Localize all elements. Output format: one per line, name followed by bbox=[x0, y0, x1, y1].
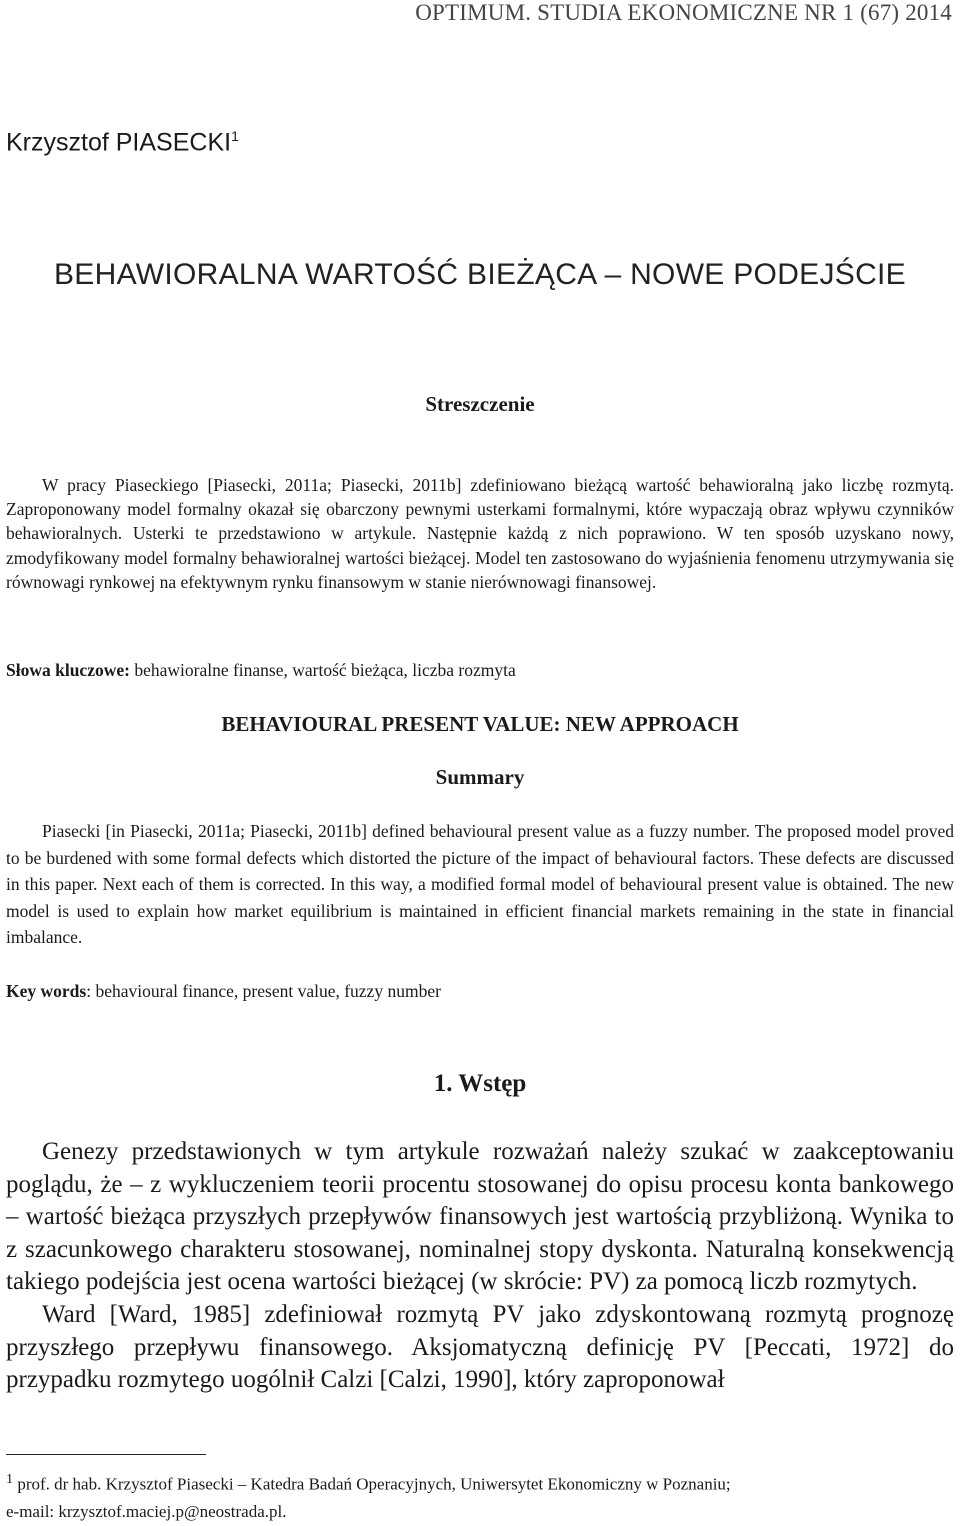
abstract-pl-text: W pracy Piaseckiego [Piasecki, 2011a; Piasecki, 2011b] zdefiniowano bieżącą wartość behawioralną jako liczbę rozmytą. Zaproponowany model formalny okazał się obarczony pewnymi usterkami formalnymi, które wypaczają obraz wpływu czynników behawioralnych. Usterki te przedstawiono w artykule. Następnie każdą z nich poprawiono. W ten sposób uzyskano nowy, zmodyfikowany model formalny behawioralnej wartości bieżącej. Model ten zastosowano do wyjaśnienia fenomenu utrzymywania się równowagi rynkowej na efektywnym rynku finansowym w stanie nierównowagi finansowej. bbox=[6, 475, 954, 592]
abstract-en bbox=[6, 818, 954, 951]
section-heading: 1. Wstęp bbox=[433, 1070, 527, 1097]
body-text bbox=[6, 1136, 954, 1397]
journal-header: OPTIMUM. STUDIA EKONOMICZNE NR 1 (67) 2014 bbox=[415, 0, 952, 25]
author-footnote-mark[interactable]: 1 bbox=[231, 128, 239, 144]
footnote-affiliation: prof. dr hab. Krzysztof Piasecki – Katedra Badań Operacyjnych, Uniwersytet Ekonomiczny w Poznaniu; bbox=[13, 1474, 731, 1494]
footnote-email[interactable]: e-mail: krzysztof.maciej.p@neostrada.pl. bbox=[6, 1501, 287, 1521]
keywords-pl bbox=[6, 660, 954, 681]
abstract-en-text: Piasecki [in Piasecki, 2011a; Piasecki, 2011b] defined behavioural present value as a fuzzy number. The proposed model proved to be burdened with some formal defects which distorted the picture of the impact of behavioural factors. These defects are discussed in this paper. Next each of them is corrected. In this way, a modified formal model of behavioural present value is obtained. The new model is used to explain how market equilibrium is maintained in efficient financial markets remaining in the state in financial imbalance. bbox=[6, 821, 954, 947]
abstract-pl bbox=[6, 473, 954, 594]
article-title-pl: BEHAWIORALNA WARTOŚĆ BIEŻĄCA – NOWE PODEJŚCIE bbox=[53, 258, 906, 291]
keywords-en-text: : behavioural finance, present value, fuzzy number bbox=[86, 981, 441, 1001]
keywords-en bbox=[6, 981, 954, 1002]
footnote-line-1 bbox=[6, 1466, 954, 1498]
keywords-pl-label: Słowa kluczowe: bbox=[6, 660, 130, 680]
body-paragraph-2: Ward [Ward, 1985] zdefiniował rozmytą PV jako zdyskontowaną rozmytą prognozę przyszłego przepływu finansowego. Aksjomatyczną definicję PV [Peccati, 1972] do przypadku rozmytego uogólnił Calzi [Calzi, 1990], który zaproponował bbox=[6, 1300, 954, 1394]
article-title-en: BEHAVIOURAL PRESENT VALUE: NEW APPROACH bbox=[221, 712, 739, 736]
keywords-pl-text: behawioralne finanse, wartość bieżąca, liczba rozmyta bbox=[129, 660, 516, 680]
footnote bbox=[6, 1466, 954, 1525]
abstract-heading-pl: Streszczenie bbox=[425, 392, 535, 416]
footnote-mark: 1 bbox=[6, 1471, 14, 1487]
body-paragraph-1: Genezy przedstawionych w tym artykule rozważań należy szukać w zaakceptowaniu poglądu, że – z wykluczeniem teorii procentu stosowanej do opisu procesu konta bankowego – wartość bieżąca przyszłych przepływów finansowych jest wartością przybliżoną. Wynika to z szacunkowego charakteru stosowanej, nominalnej stopy dyskonta. Naturalną konsekwencją takiego podejścia jest ocena wartości bieżącej (w skrócie: PV) za pomocą liczb rozmytych. bbox=[6, 1138, 954, 1296]
abstract-heading-en: Summary bbox=[435, 765, 525, 789]
footnote-divider bbox=[6, 1454, 206, 1455]
author-name bbox=[6, 128, 239, 157]
keywords-en-label: Key words bbox=[6, 981, 87, 1001]
author-name-text: Krzysztof PIASECKI bbox=[6, 128, 232, 157]
